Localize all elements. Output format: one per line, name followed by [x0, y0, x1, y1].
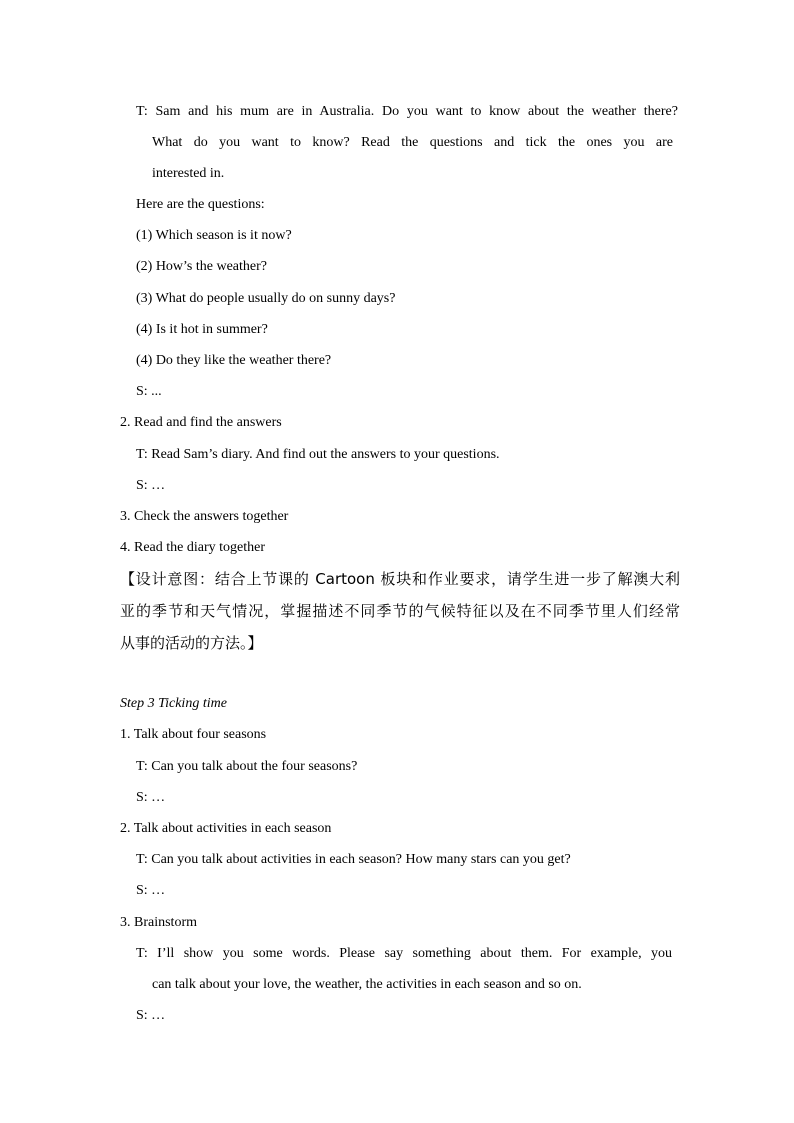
step-3-title: 3. Check the answers together — [120, 509, 289, 524]
teacher-question-line-2: What do you want to know? Read the questions and tick the ones you are — [152, 135, 673, 150]
step-4-title: 4. Read the diary together — [120, 540, 266, 555]
step-2-teacher: T: Read Sam’s diary. And find out the answers to your questions. — [136, 447, 500, 462]
design-intent-line-1: 【设计意图：结合上节课的 Cartoon 板块和作业要求，请学生进一步了解澳大利 — [120, 570, 680, 588]
ticking-time-heading: Step 3 Ticking time — [120, 696, 227, 711]
teacher-question-line-3: interested in. — [152, 166, 225, 181]
question-item: (2) How’s the weather? — [136, 259, 268, 274]
step-2-student: S: … — [136, 478, 166, 493]
ticking-item-3-teacher-line-1: T: I’ll show you some words. Please say something about them. For example, you — [136, 946, 672, 961]
ticking-item-2-teacher: T: Can you talk about activities in each season? How many stars can you get? — [136, 852, 571, 867]
design-intent-line-2: 亚的季节和天气情况，掌握描述不同季节的气候特征以及在不同季节里人们经常 — [120, 602, 680, 620]
ticking-item-2-title: 2. Talk about activities in each season — [120, 821, 332, 836]
ticking-item-1-title: 1. Talk about four seasons — [120, 727, 267, 742]
ticking-item-2-student: S: … — [136, 883, 166, 898]
questions-intro: Here are the questions: — [136, 197, 265, 212]
ticking-item-1-student: S: … — [136, 790, 166, 805]
question-item: (4) Is it hot in summer? — [136, 322, 268, 337]
design-intent-line-3: 从事的活动的方法。】 — [120, 634, 263, 652]
question-item: (3) What do people usually do on sunny days? — [136, 291, 396, 306]
ticking-item-3-teacher-line-2: can talk about your love, the weather, the activities in each season and so on. — [152, 977, 582, 992]
teacher-question-line-1: T: Sam and his mum are in Australia. Do you want to know about the weather there? — [136, 104, 678, 119]
question-item: (4) Do they like the weather there? — [136, 353, 332, 368]
step-2-title: 2. Read and find the answers — [120, 415, 282, 430]
ticking-item-3-student: S: … — [136, 1008, 166, 1023]
student-answer: S: ... — [136, 384, 162, 399]
question-item: (1) Which season is it now? — [136, 228, 292, 243]
ticking-item-1-teacher: T: Can you talk about the four seasons? — [136, 759, 358, 774]
ticking-item-3-title: 3. Brainstorm — [120, 915, 197, 930]
